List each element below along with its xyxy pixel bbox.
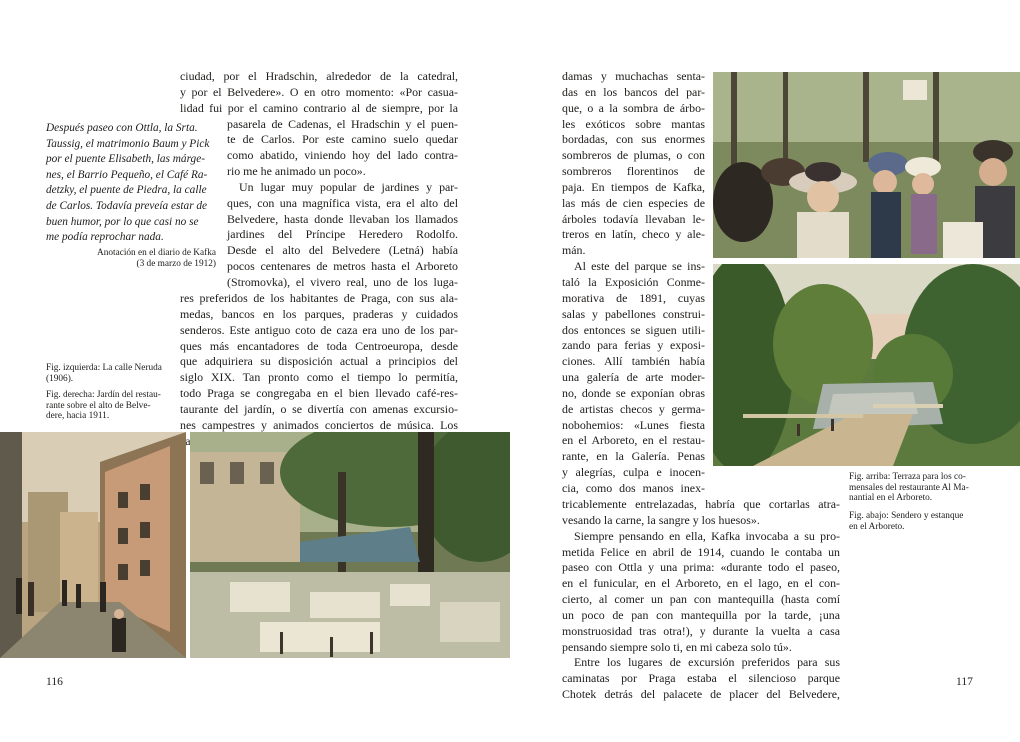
body-line: pensando siempre solo ti, en mi cabeza solo tú».	[562, 639, 792, 654]
caption-line: Fig. derecha: Jardín del restau-	[46, 390, 161, 400]
right-body-narrow	[562, 69, 705, 497]
body-line: ques más encantadores de toda Centroeuropa, desde	[180, 338, 458, 353]
body-line: como abatido, viniendo hoy del lado contra-	[227, 148, 458, 163]
page-number-left: 116	[46, 675, 63, 688]
body-line: damas y muchachas senta-	[562, 69, 705, 83]
body-line: (Stromovka), el vivero real, uno de los luga-	[227, 274, 458, 289]
body-line: dos entonces se siguen utili-	[562, 322, 705, 337]
caption-line: Fig. arriba: Terraza para los co-	[849, 472, 966, 482]
body-line: sombreros florentinos de	[562, 164, 705, 179]
body-line: treros en latín, checo y ale-	[562, 227, 705, 242]
body-line: taurante del jardín, o se divertía con amenas excursio-	[180, 401, 458, 416]
body-line: pocos centenares de metros hasta el Arboreto	[227, 259, 458, 274]
photo-neruda-street	[0, 432, 186, 658]
body-line: metida Felice en abril de 1914, cuando le contaba un	[562, 544, 840, 559]
quote-line: buen humor, por lo que casi no se	[46, 215, 199, 228]
body-line: un poco de pan con mantequilla por la tarde, ¡una	[562, 607, 840, 622]
caption-line: Fig. abajo: Sendero y estanque	[849, 511, 964, 521]
quote-line: de Carlos. Todavía preveía estar de	[46, 199, 208, 212]
body-line: que adquiriera su disposición actual a principios del	[180, 354, 458, 369]
page-number-right: 117	[956, 675, 973, 688]
quote-line: nes, el Barrio Pequeño, el Café Ra-	[46, 168, 208, 181]
body-line: todo Praga se congregaba en el bien llevado café-res-	[180, 386, 458, 401]
photo-arboreto-pond	[713, 264, 1020, 466]
body-line: siglo XIX. Tan pronto como el tiempo lo permitía,	[180, 370, 458, 385]
body-line: Un lugar muy popular de jardines y par-	[239, 179, 458, 194]
body-line: paseo con Ottla y una prima: «durante todo el paseo,	[562, 560, 840, 575]
body-line: caminatas por Praga estaba el silencioso parque	[562, 671, 840, 686]
caption-line: mensales del restaurante Al Ma-	[849, 482, 969, 493]
caption-line: nantial en el Arboreto.	[849, 493, 933, 504]
body-line: Desde el alto del Belvedere (Letná) había	[227, 243, 458, 258]
body-line: de artistas checos y germa-	[562, 401, 705, 416]
body-line: cierto, al comer un pan con mantequilla (hasta comí	[562, 592, 840, 607]
body-line: monstruosidad tras otra!), y durante la vuelta a casa	[562, 623, 840, 638]
caption-line: en el Arboreto.	[849, 521, 905, 532]
quote-line: detzky, el puente de Piedra, la calle	[46, 184, 207, 197]
body-line: mán.	[562, 243, 586, 258]
body-line: una galería de arte moder-	[562, 370, 705, 385]
body-line: en el funicular, en el Arboreto, en el lago, en el con-	[562, 576, 840, 591]
body-line: rio me he animado un poco».	[227, 164, 366, 179]
body-line: nobohemios: «Lunes fiesta	[562, 417, 705, 432]
caption-neruda-street	[46, 363, 162, 384]
caption-line: Fig. izquierda: La calle Neruda	[46, 363, 162, 373]
left-body-lower	[180, 291, 458, 449]
photo-belvedere-garden	[190, 432, 510, 658]
body-line: morativa de 1891, cuyas	[562, 290, 705, 305]
caption-line: (1906).	[46, 373, 74, 384]
quote-line: Taussig, el matrimonio Baum y Pick	[46, 137, 210, 150]
body-line: pasarela de Cadenas, el Hradschin y el puen-	[227, 116, 458, 131]
caption-belvedere-garden	[46, 390, 161, 422]
body-line: no, donde se exponían obras	[562, 385, 705, 400]
body-line: paja. En tiempos de Kafka,	[562, 179, 705, 194]
body-line: Siempre pensando en ella, Kafka invocaba a su pro-	[574, 528, 840, 543]
body-line: salas y pabellones construi-	[562, 306, 705, 321]
body-line: te de Carlos. Por este camino suelo quedar	[227, 132, 458, 147]
quote-source-line: (3 de marzo de 1912)	[136, 259, 216, 269]
body-line: cia, como dos manos inex-	[562, 480, 705, 495]
right-body-wide	[562, 497, 840, 703]
caption-restaurant-terrace	[849, 472, 969, 504]
body-line: rante, en la Galería. Penas	[562, 449, 705, 464]
body-line: bordadas, con sus enormes	[562, 132, 705, 147]
quote-line: me podía reprochar nada.	[46, 231, 164, 244]
body-line: que, o a la sombra de árbo-	[562, 100, 705, 115]
body-line: taló la Exposición Conme-	[562, 274, 705, 289]
body-line: Entre los lugares de excursión preferidos para sus	[574, 655, 840, 670]
body-line: en el Arboreto, en el restau-	[562, 433, 705, 448]
caption-line: dere, hacia 1911.	[46, 411, 110, 422]
body-line: zando para ferias y exposi-	[562, 338, 705, 353]
body-line: nes campestres y animados conciertos de música. Los	[180, 417, 458, 432]
body-line: y por el Belvedere». O en otro momento: «Por casua-	[180, 84, 458, 99]
body-line: ciones. Allí también había	[562, 354, 705, 369]
body-line: lidad fui por el camino contrario al de siempre, por la	[180, 100, 458, 115]
body-line: ciudad, por el Hradschin, alrededor de la catedral,	[180, 69, 458, 83]
body-line: las más de cien especies de	[562, 195, 705, 210]
body-line: res preferidos de los habitantes de Praga, con sus ala-	[180, 291, 458, 305]
body-line: sombreros de plumas, o con	[562, 148, 705, 163]
body-line: Chotek detrás del palacete de placer del Belvedere,	[562, 687, 840, 702]
body-line: jardines del Príncipe Heredero Rodolfo.	[227, 227, 458, 242]
photo-restaurant-terrace	[713, 72, 1020, 258]
body-line: das en los bancos del par-	[562, 84, 705, 99]
body-line: medas, bancos en los parques, praderas y cuidados	[180, 306, 458, 321]
kafka-diary-quote	[46, 121, 210, 246]
quote-line: por el puente Elisabeth, las márge-	[46, 153, 205, 166]
body-line: vesando la carne, la sangre y los huesos».	[562, 512, 760, 527]
caption-line: rante sobre el alto de Belve-	[46, 400, 151, 411]
body-line: ques, con una magnífica vista, era el alto del	[227, 195, 458, 210]
body-line: tricablemente entrelazadas, habría que cortarlas atra-	[562, 497, 840, 511]
body-line: senderos. Este antiguo coto de caza era uno de los par-	[180, 322, 458, 337]
body-line: les exóticos sobre mantas	[562, 116, 705, 131]
quote-source-line: Anotación en el diario de Kafka	[96, 248, 216, 258]
body-line: y alegrías, culpa e inocen-	[562, 465, 705, 480]
left-body-upper	[180, 69, 458, 291]
caption-arboreto-pond	[849, 511, 963, 532]
quote-line: Después paseo con Ottla, la Srta.	[46, 122, 198, 134]
body-line: árboles todavía llevaban le-	[562, 211, 705, 226]
body-line: Belvedere, hasta donde llevaban los llamados	[227, 211, 458, 226]
body-line: Al este del parque se ins-	[574, 259, 705, 274]
